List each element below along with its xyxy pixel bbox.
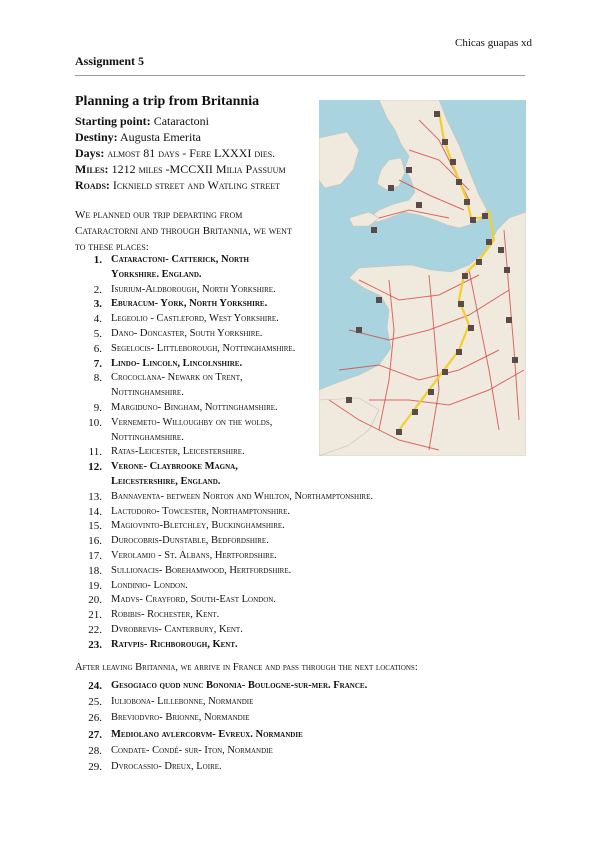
list-number: 29. (88, 761, 102, 774)
list-text: Dvrobrevis- Canterbury, Kent. (111, 623, 243, 635)
list-item (75, 549, 535, 564)
list-number (75, 268, 111, 283)
route-map (319, 100, 526, 456)
list-number: 22. (88, 623, 102, 636)
list-item (75, 505, 535, 520)
list-text: Iuliobona- Lillebonne, Normandie (111, 696, 254, 708)
site-marker-icon (428, 389, 434, 395)
list-number: 11. (88, 446, 102, 459)
list-item (75, 534, 535, 549)
list-number: 17. (88, 549, 102, 562)
list-number: 5. (93, 327, 102, 340)
list-number: 20. (88, 594, 102, 607)
site-marker-icon (371, 227, 377, 233)
header-divider (75, 75, 525, 76)
site-marker-icon (482, 213, 488, 219)
header-note: Chicas guapas xd (455, 37, 532, 49)
list-number: 1. (93, 254, 102, 266)
list-item (75, 593, 535, 608)
list-text: Legeolio - Castleford, West Yorkshire. (111, 313, 279, 325)
list-number: 21. (88, 609, 102, 622)
site-marker-icon (476, 259, 482, 265)
site-marker-icon (412, 409, 418, 415)
site-marker-icon (434, 111, 440, 117)
list-item (75, 490, 535, 505)
trip-meta (75, 113, 286, 193)
site-marker-icon (470, 217, 476, 223)
list-number: 27. (88, 728, 102, 741)
page-title: Planning a trip from Britannia (75, 94, 260, 109)
list-number (75, 431, 111, 446)
list-text: Magiovinto-Bletchley, Buckinghamshire. (111, 520, 285, 532)
list-item (75, 519, 535, 534)
list-item (75, 710, 535, 726)
list-item (75, 759, 535, 775)
list-number: 7. (93, 357, 102, 370)
list-text: Madvs- Crayford, South-East London. (111, 594, 276, 606)
list-text: Dano- Doncaster, South Yorkshire. (111, 327, 263, 339)
list-text: Crococlana- Newark on Trent, (111, 372, 243, 384)
list-number: 10. (88, 416, 102, 429)
list-text: Cataractoni- Catterick, North (111, 254, 249, 265)
list-text: Londinio- London. (111, 579, 188, 591)
list-text: Mediolano avlercorvm- Evreux. Normandie (111, 728, 303, 740)
list-number: 6. (93, 342, 102, 355)
site-marker-icon (356, 327, 362, 333)
route-map-svg (319, 100, 526, 456)
list-text: Ratvpis- Richborough, Kent. (111, 638, 238, 650)
list-item (75, 727, 535, 743)
list-item (75, 638, 535, 653)
list-number: 13. (88, 490, 102, 503)
destiny-row: Destiny: Augusta Emerita (75, 130, 201, 144)
site-marker-icon (468, 325, 474, 331)
list-text: Verolamio - St. Albans, Hertfordshire. (111, 549, 277, 561)
site-marker-icon (462, 273, 468, 279)
site-marker-icon (346, 397, 352, 403)
list-text: Bannaventa- between Norton and Whilton, Northamptonshire. (111, 490, 373, 502)
list-number: 28. (88, 744, 102, 757)
list-item (75, 743, 535, 759)
list-text: Nottinghamshire. (111, 431, 184, 443)
list-number: 9. (93, 401, 102, 414)
list-text: Breviodvro- Brionne, Normandie (111, 712, 250, 724)
list-item (75, 678, 535, 694)
list-text: Sullionacis- Borehamwood, Hertfordshire. (111, 564, 292, 576)
starting-point-row: Starting point: Cataractoni (75, 114, 209, 128)
list-text: Eburacum- York, North Yorkshire. (111, 298, 268, 310)
list-number: 4. (93, 313, 102, 326)
site-marker-icon (512, 357, 518, 363)
list-item (75, 694, 535, 710)
list-text: Lactodoro- Towcester, Northamptonshire. (111, 505, 290, 517)
days-row: Days: almost 81 days - Fere LXXXI dies. (75, 146, 276, 160)
site-marker-icon (486, 239, 492, 245)
list-number: 26. (88, 712, 102, 725)
list-item (75, 564, 535, 579)
list-text: Margiduno- Bingham, Nottinghamshire. (111, 401, 278, 413)
list-number: 24. (88, 680, 102, 692)
france-intro: After leaving Britannia, we arrive in France and pass through the next locations: (75, 662, 418, 673)
intro-paragraph: We planned our trip departing from Cataractorni and through Britannia, we went to these places: (75, 209, 292, 253)
list-number: 18. (88, 564, 102, 577)
list-number (75, 386, 111, 401)
list-number: 25. (88, 696, 102, 709)
assignment-heading: Assignment 5 (75, 54, 145, 68)
site-marker-icon (456, 349, 462, 355)
list-number: 3. (93, 298, 102, 311)
site-marker-icon (456, 179, 462, 185)
site-marker-icon (442, 369, 448, 375)
site-marker-icon (504, 267, 510, 273)
site-marker-icon (506, 317, 512, 323)
list-text: Segelocis- Littleborough, Nottinghamshire. (111, 342, 296, 354)
list-item (75, 460, 535, 475)
list-text: Durocobris-Dunstable, Bedfordshire. (111, 535, 269, 547)
list-text: Leicestershire, England. (111, 475, 221, 487)
list-text: Robibis- Rochester, Kent. (111, 609, 220, 621)
list-text: Isurium-Aldborough, North Yorkshire. (111, 283, 276, 295)
france-places-list (75, 678, 535, 775)
list-number: 15. (88, 520, 102, 533)
site-marker-icon (416, 202, 422, 208)
list-item (75, 579, 535, 594)
list-number (75, 475, 111, 490)
list-item (75, 623, 535, 638)
list-number: 12. (88, 461, 102, 474)
list-text: Ratas-Leicester, Leicestershire. (111, 446, 245, 458)
list-text: Condate- Condé- sur- Iton, Normandie (111, 744, 273, 756)
site-marker-icon (458, 301, 464, 307)
site-marker-icon (406, 167, 412, 173)
miles-row: Miles: 1212 miles -MCCXII Milia Passuum (75, 162, 286, 176)
list-number: 19. (88, 579, 102, 592)
list-text: Gesogiaco quod nunc Bononia- Boulogne-sur-mer. France. (111, 680, 368, 691)
list-text: Verone- Claybrooke Magna, (111, 461, 238, 473)
list-text: Lindo- Lincoln, Lincolnshire. (111, 357, 243, 369)
list-number: 23. (88, 638, 102, 651)
site-marker-icon (450, 159, 456, 165)
site-marker-icon (498, 247, 504, 253)
site-marker-icon (388, 185, 394, 191)
list-item (75, 475, 535, 490)
list-text: Vernemeto- Willoughby on the wolds, (111, 416, 273, 428)
list-text: Nottinghamshire. (111, 387, 184, 399)
list-number: 8. (93, 372, 102, 385)
list-number: 14. (88, 505, 102, 518)
list-item (75, 608, 535, 623)
site-marker-icon (396, 429, 402, 435)
site-marker-icon (376, 297, 382, 303)
list-number: 2. (93, 283, 102, 296)
list-number: 16. (88, 535, 102, 548)
site-marker-icon (442, 139, 448, 145)
roads-row: Roads: Icknield street and Watling street (75, 178, 280, 192)
list-text: Dvrocassio- Dreux, Loire. (111, 761, 222, 773)
site-marker-icon (464, 199, 470, 205)
list-text: Yorkshire. England. (111, 268, 202, 280)
